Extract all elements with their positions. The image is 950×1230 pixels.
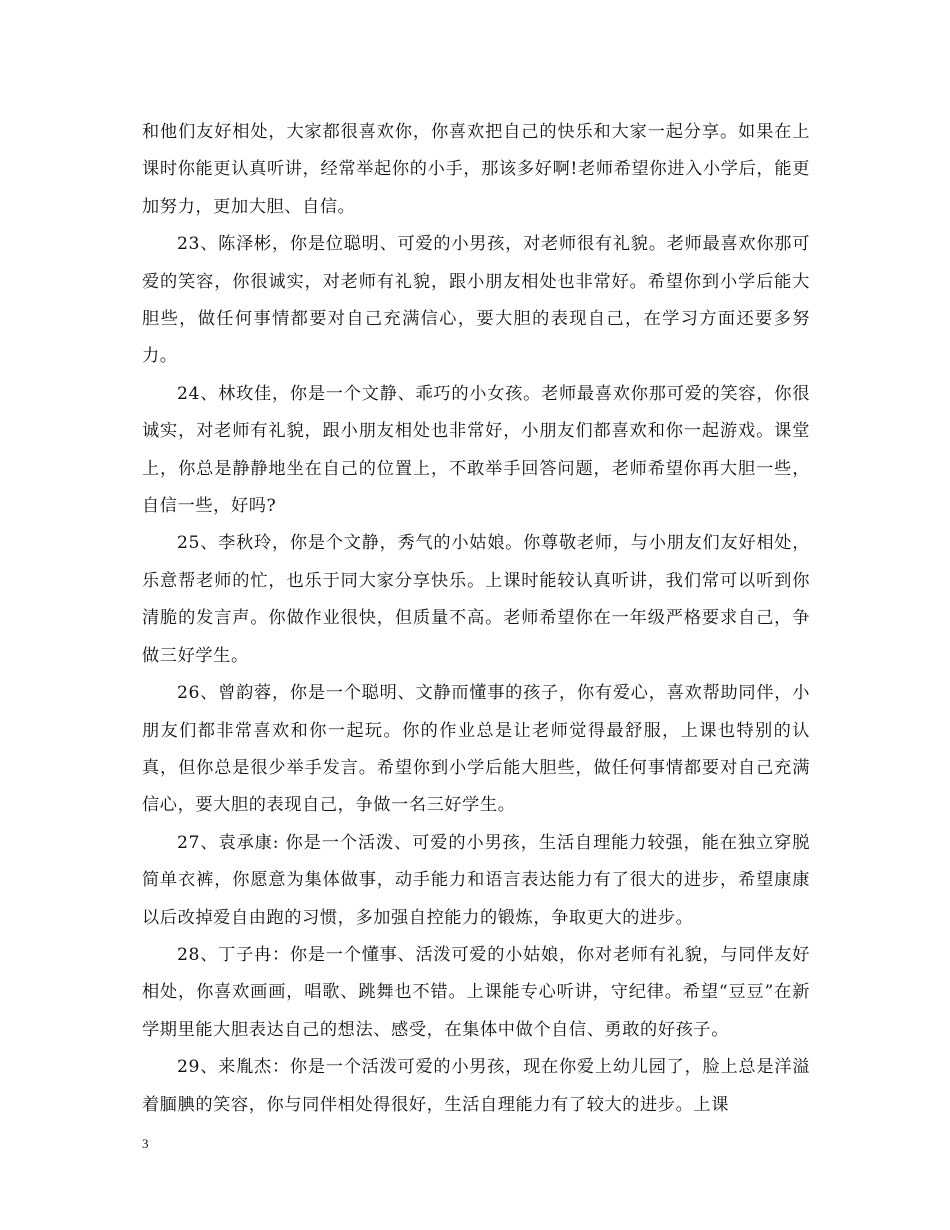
paragraph-comment-28: 28、丁子冉：你是一个懂事、活泼可爱的小姑娘，你对老师有礼貌，与同伴友好相处，你喜欢画画，唱歌、跳舞也不错。上课能专心听讲，守纪律。希望“豆豆”在新学期里能大胆表达自己的想法、感受，在集体中做个自信、勇敢的好孩子。 [142,944,810,1040]
paragraph-comment-25: 25、李秋玲，你是个文静，秀气的小姑娘。你尊敬老师，与小朋友们友好相处，乐意帮老师的忙，也乐于同大家分享快乐。上课时能较认真听讲，我们常可以听到你清脆的发言声。你做作业很快，但质量不高。老师希望你在一年级严格要求自己，争做三好学生。 [142,533,810,666]
paragraph-comment-23: 23、陈泽彬，你是位聪明、可爱的小男孩，对老师很有礼貌。老师最喜欢你那可爱的笑容，你很诚实，对老师有礼貌，跟小朋友相处也非常好。希望你到小学后能大胆些，做任何事情都要对自己充满信心，要大胆的表现自己，在学习方面还要多努力。 [142,234,810,367]
document-body [142,114,810,1124]
paragraph-comment-26: 26、曾韵蓉，你是一个聪明、文静而懂事的孩子，你有爱心，喜欢帮助同伴，小朋友们都非常喜欢和你一起玩。你的作业总是让老师觉得最舒服，上课也特别的认真，但你总是很少举手发言。希望你到小学后能大胆些，做任何事情都要对自己充满信心，要大胆的表现自己，争做一名三好学生。 [142,683,810,816]
paragraph-comment-27: 27、袁承康: 你是一个活泼、可爱的小男孩，生活自理能力较强，能在独立穿脱简单衣裤，你愿意为集体做事，动手能力和语言表达能力有了很大的进步，希望康康以后改掉爱自由跑的习惯，多加强自控能力的锻炼，争取更大的进步。 [142,832,810,928]
paragraph-comment-24: 24、林玫佳，你是一个文静、乖巧的小女孩。老师最喜欢你那可爱的笑容，你很诚实，对老师有礼貌，跟小朋友相处也非常好，小朋友们都喜欢和你一起游戏。课堂上，你总是静静地坐在自己的位置上，不敢举手回答问题，老师希望你再大胆一些，自信一些，好吗? [142,383,810,517]
paragraph-comment-29: 29、来胤杰：你是一个活泼可爱的小男孩，现在你爱上幼儿园了，脸上总是洋溢着腼腆的笑容，你与同伴相处得很好，生活自理能力有了较大的进步。上课 [142,1057,810,1115]
page-number: 3 [142,1136,149,1151]
paragraph-continuation: 和他们友好相处，大家都很喜欢你，你喜欢把自己的快乐和大家一起分享。如果在上课时你能更认真听讲，经常举起你的小手，那该多好啊!老师希望你进入小学后，能更加努力，更加大胆、自信。 [142,122,810,217]
